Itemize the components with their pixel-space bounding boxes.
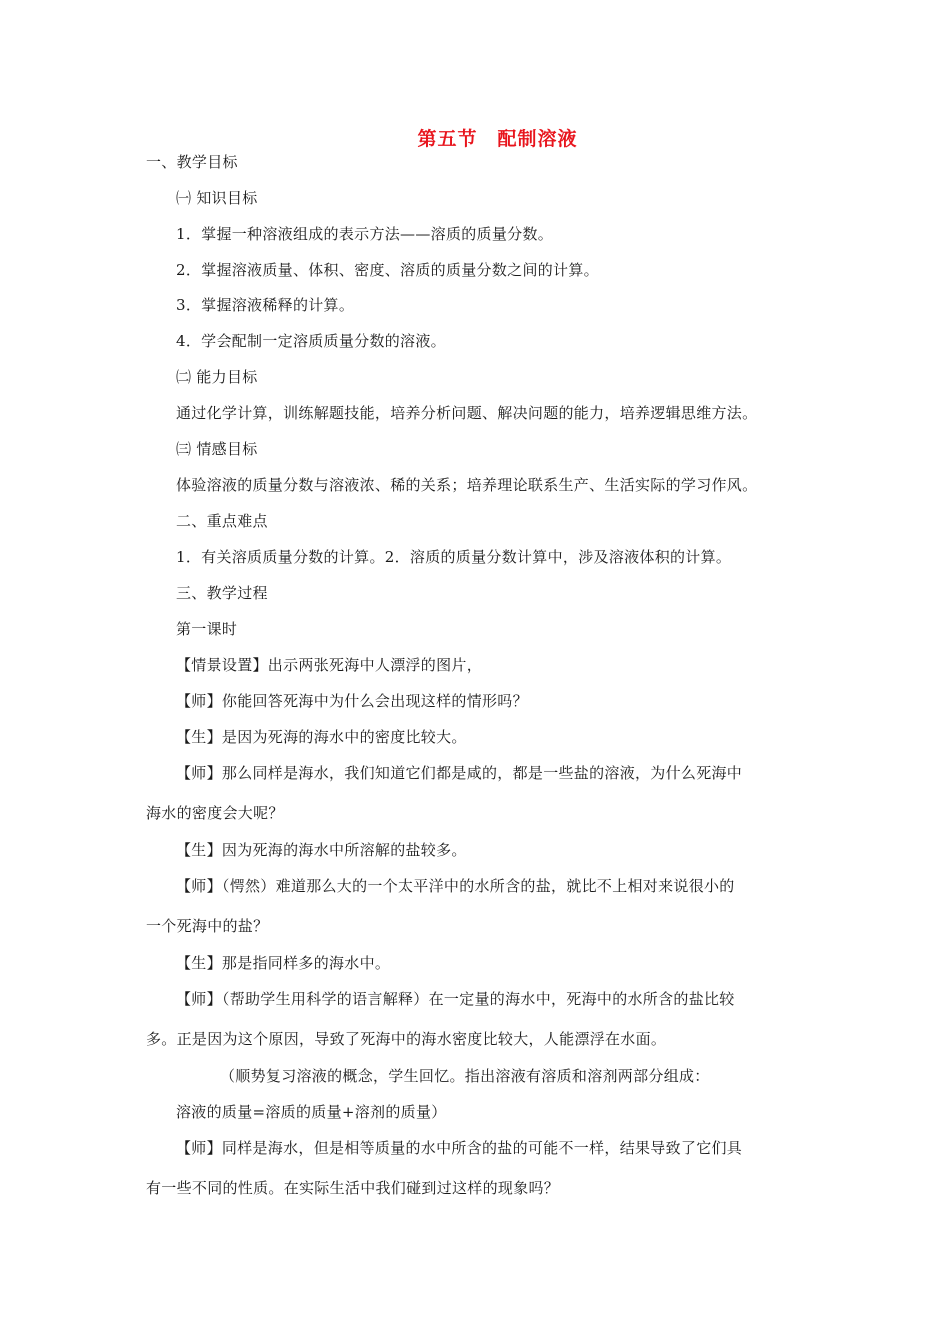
list-item: 3．掌握溶液稀释的计算。 bbox=[176, 296, 355, 314]
dialogue-line: 【生】那是指同样多的海水中。 bbox=[176, 954, 391, 972]
section-heading-key-points: 二、重点难点 bbox=[176, 512, 268, 530]
paragraph: 体验溶液的质量分数与溶液浓、稀的关系；培养理论联系生产、生活实际的学习作风。 bbox=[176, 476, 758, 494]
dialogue-line: 【师】（帮助学生用科学的语言解释）在一定量的海水中，死海中的水所含的盐比较 bbox=[176, 990, 735, 1008]
paragraph: 通过化学计算，训练解题技能，培养分析问题、解决问题的能力，培养逻辑思维方法。 bbox=[176, 404, 758, 422]
document-title: 第五节 配制溶液 bbox=[417, 128, 578, 150]
dialogue-line: 【生】是因为死海的海水中的密度比较大。 bbox=[176, 728, 467, 746]
paragraph: 1．有关溶质质量分数的计算。2．溶质的质量分数计算中，涉及溶液体积的计算。 bbox=[176, 548, 732, 566]
note-line: （顺势复习溶液的概念，学生回忆。指出溶液有溶质和溶剂两部分组成： bbox=[220, 1067, 710, 1085]
lesson-label: 第一课时 bbox=[176, 620, 238, 638]
list-item: 2．掌握溶液质量、体积、密度、溶质的质量分数之间的计算。 bbox=[176, 261, 599, 279]
dialogue-line: 【师】那么同样是海水，我们知道它们都是咸的，都是一些盐的溶液，为什么死海中 bbox=[176, 764, 743, 782]
dialogue-line: 【师】同样是海水，但是相等质量的水中所含的盐的可能不一样，结果导致了它们具 bbox=[176, 1139, 743, 1157]
formula-line: 溶液的质量=溶质的质量+溶剂的质量） bbox=[176, 1103, 447, 1121]
dialogue-line: 【生】因为死海的海水中所溶解的盐较多。 bbox=[176, 841, 467, 859]
dialogue-continuation: 海水的密度会大呢？ bbox=[146, 804, 284, 822]
subheading-knowledge: ㈠ 知识目标 bbox=[176, 189, 258, 207]
dialogue-line: 【师】你能回答死海中为什么会出现这样的情形吗？ bbox=[176, 692, 528, 710]
section-heading-process: 三、教学过程 bbox=[176, 584, 268, 602]
dialogue-continuation: 一个死海中的盐？ bbox=[146, 917, 269, 935]
dialogue-line: 【师】（愕然）难道那么大的一个太平洋中的水所含的盐，就比不上相对来说很小的 bbox=[176, 877, 735, 895]
dialogue-continuation: 有一些不同的性质。在实际生活中我们碰到过这样的现象吗？ bbox=[146, 1179, 560, 1197]
subheading-ability: ㈡ 能力目标 bbox=[176, 368, 258, 386]
section-heading-objectives: 一、教学目标 bbox=[146, 153, 238, 171]
dialogue-continuation: 多。正是因为这个原因，导致了死海中的海水密度比较大，人能漂浮在水面。 bbox=[146, 1030, 667, 1048]
subheading-emotion: ㈢ 情感目标 bbox=[176, 440, 258, 458]
list-item: 4．学会配制一定溶质质量分数的溶液。 bbox=[176, 332, 446, 350]
list-item: 1．掌握一种溶液组成的表示方法——溶质的质量分数。 bbox=[176, 225, 554, 243]
dialogue-line: 【情景设置】出示两张死海中人漂浮的图片， bbox=[176, 656, 483, 674]
